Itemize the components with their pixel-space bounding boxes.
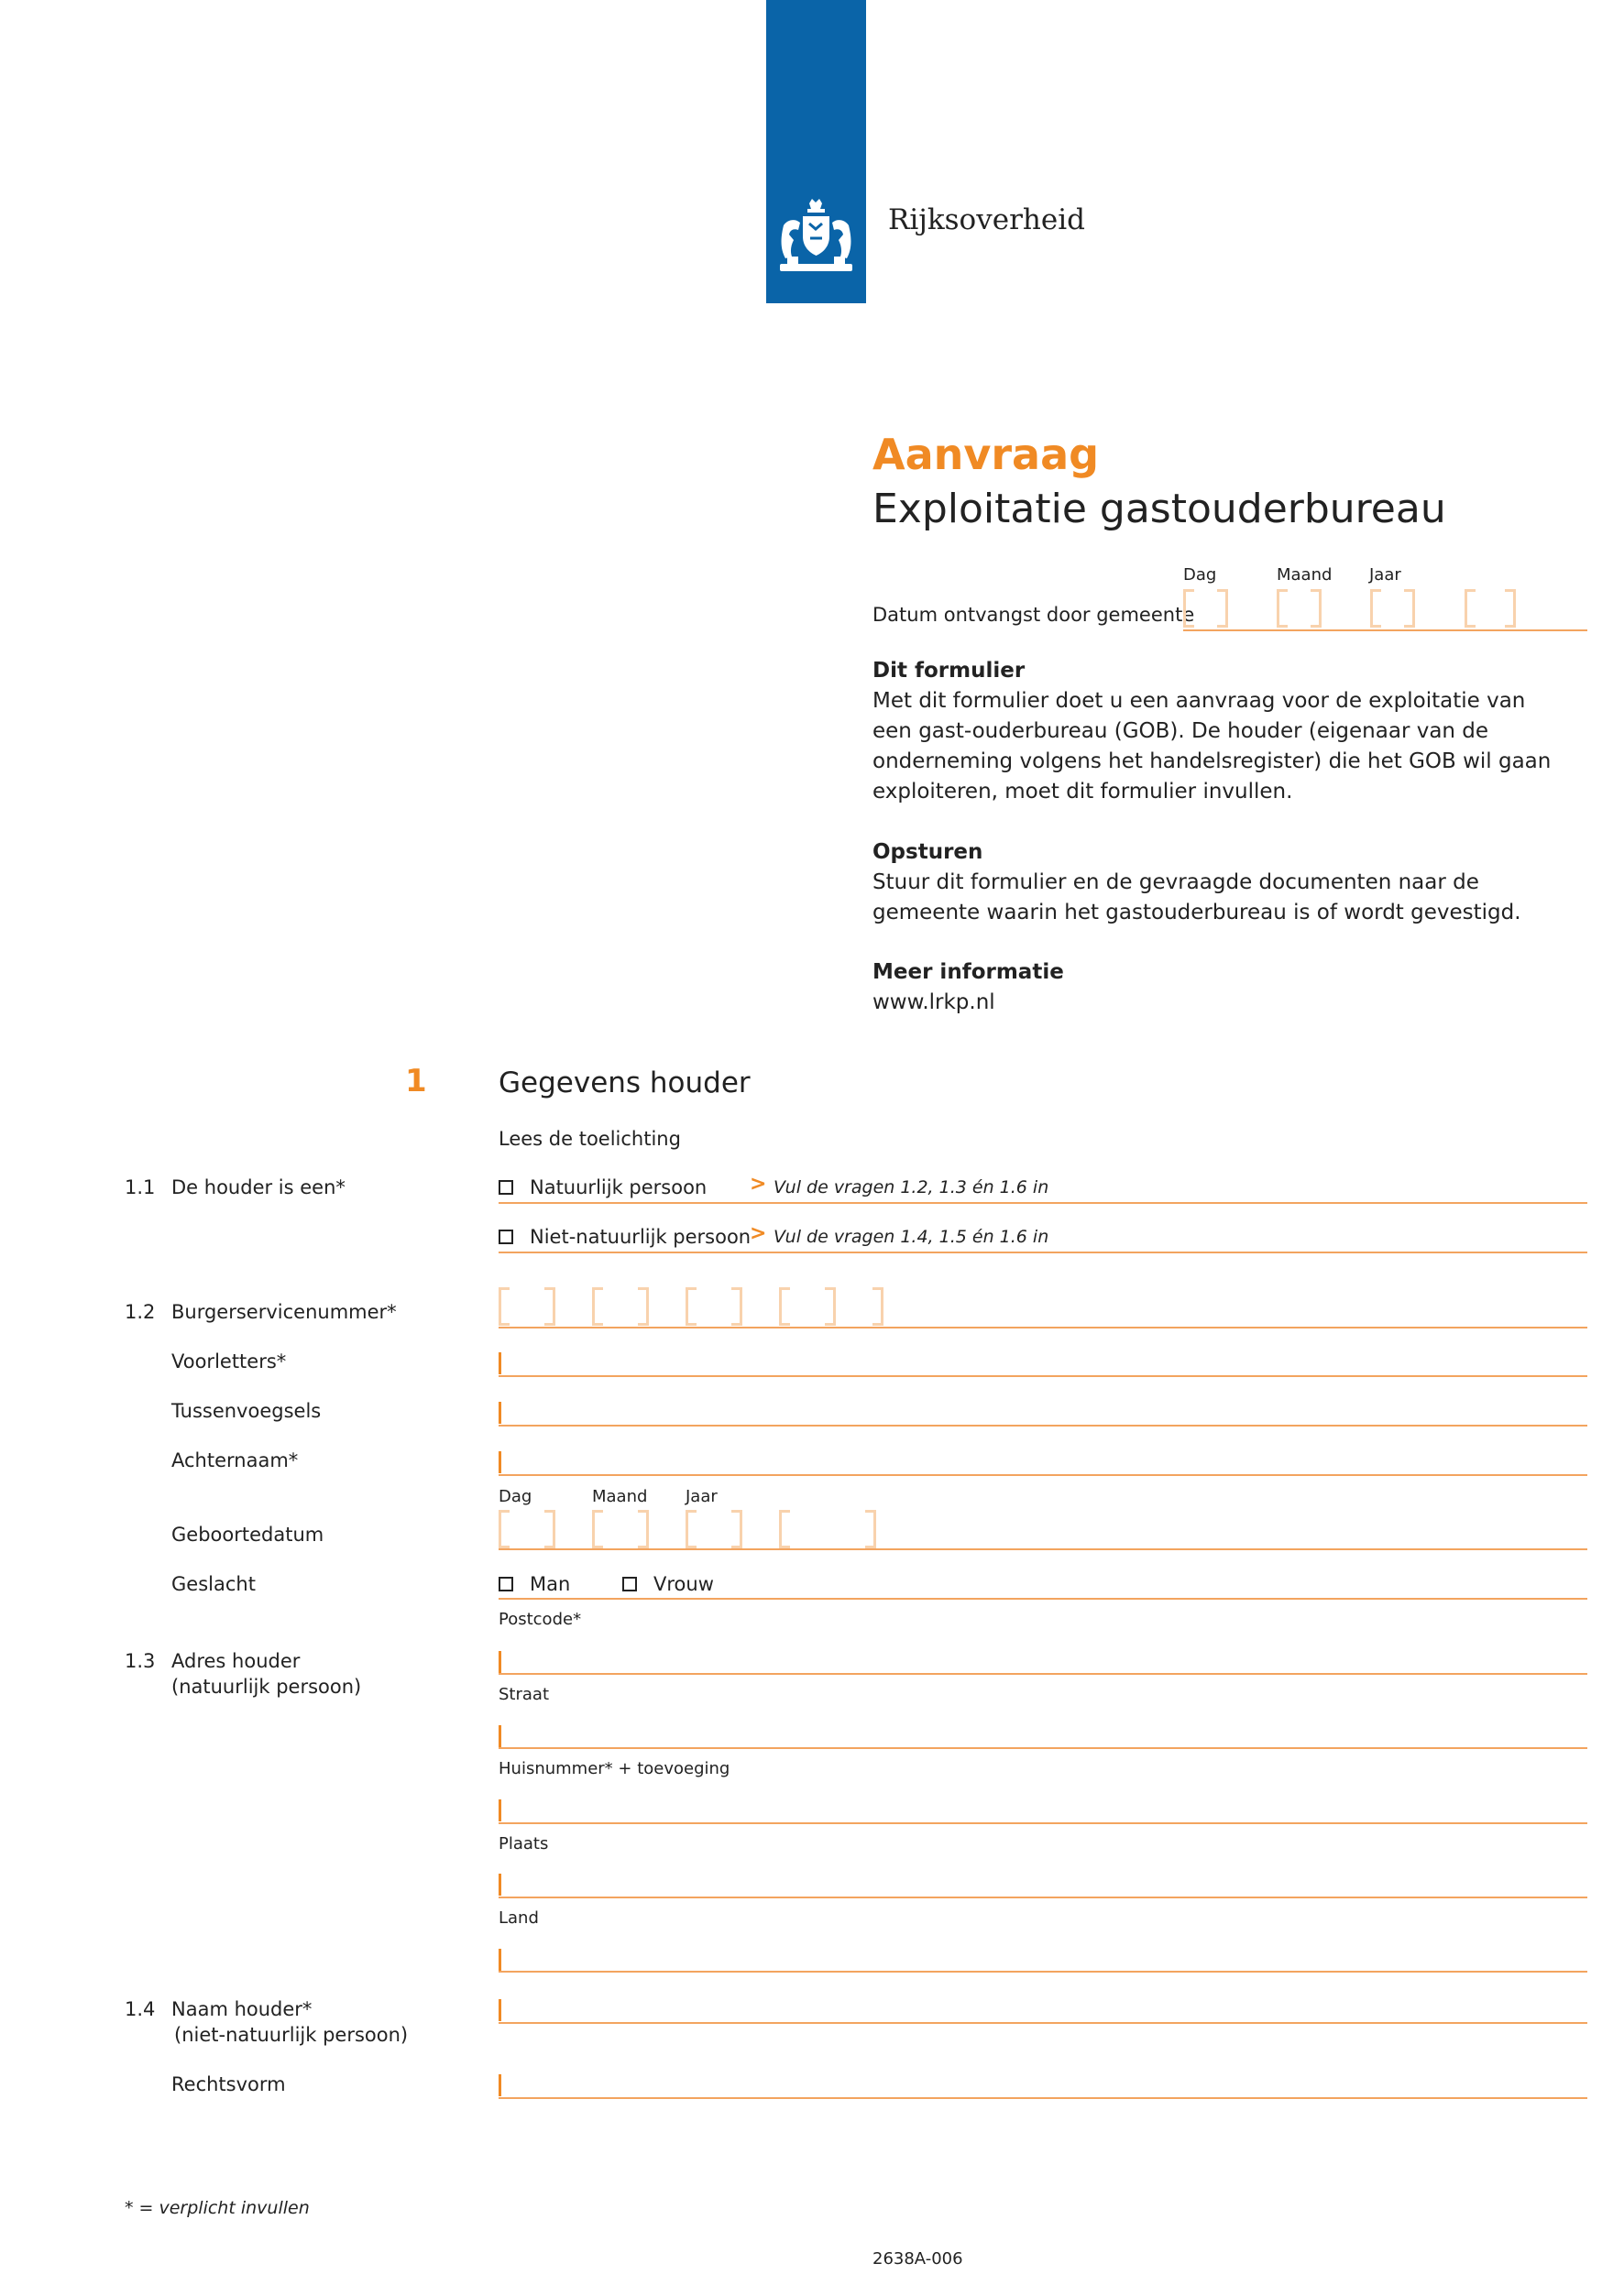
- info-link[interactable]: www.lrkp.nl: [872, 990, 995, 1014]
- receipt-day-label: Dag: [1183, 565, 1217, 585]
- q14-number: 1.4: [125, 1998, 156, 2020]
- receipt-month-label: Maand: [1277, 565, 1333, 585]
- holder-name-label-line1: Naam houder*: [171, 1998, 313, 2020]
- legal-entity-label: Niet-natuurlijk persoon: [530, 1226, 752, 1248]
- intro-info-block: [872, 957, 1569, 1018]
- legal-entity-checkbox[interactable]: [499, 1230, 513, 1244]
- birth-day-label: Dag: [499, 1487, 532, 1506]
- receipt-date-label: Datum ontvangst door gemeente: [872, 604, 1195, 626]
- birth-year-label: Jaar: [686, 1487, 718, 1506]
- q13-number: 1.3: [125, 1650, 156, 1672]
- intro-send-block: [872, 837, 1569, 928]
- surname-input[interactable]: [499, 1451, 501, 1473]
- form-code: 2638A-006: [872, 2249, 963, 2269]
- surname-label: Achternaam*: [171, 1449, 299, 1471]
- male-label: Man: [530, 1573, 571, 1595]
- country-label: Land: [499, 1908, 539, 1928]
- divider: [499, 1747, 1587, 1749]
- intro-info-heading: Meer informatie: [872, 960, 1064, 984]
- bsn-input[interactable]: [499, 1287, 929, 1328]
- legal-entity-note: Vul de vragen 1.4, 1.5 én 1.6 in: [774, 1227, 1049, 1247]
- birthdate-input[interactable]: [499, 1510, 883, 1550]
- coat-of-arms-icon: [773, 198, 860, 280]
- address-label-line2: (natuurlijk persoon): [171, 1676, 362, 1698]
- divider: [499, 1971, 1587, 1973]
- q11-number: 1.1: [125, 1176, 156, 1198]
- divider: [499, 2097, 1587, 2099]
- intro-form-heading: Dit formulier: [872, 659, 1026, 683]
- gender-label: Geslacht: [171, 1573, 256, 1595]
- intro-send-text: Stuur dit formulier en de gevraagde documenten naar de gemeente waarin het gastouderbureau is of wordt gevestigd.: [872, 870, 1521, 924]
- infix-input[interactable]: [499, 1402, 501, 1424]
- legal-form-input[interactable]: [499, 2074, 501, 2096]
- address-label-line1: Adres houder: [171, 1650, 301, 1672]
- divider: [499, 1598, 1587, 1600]
- postcode-label: Postcode*: [499, 1610, 582, 1629]
- divider: [499, 1327, 1587, 1328]
- divider: [499, 1425, 1587, 1427]
- natural-person-note: Vul de vragen 1.2, 1.3 én 1.6 in: [774, 1177, 1049, 1197]
- street-label: Straat: [499, 1685, 550, 1704]
- form-subtitle: Exploitatie gastouderbureau: [872, 486, 1446, 532]
- divider: [499, 1548, 1587, 1550]
- section-title: Gegevens houder: [499, 1066, 751, 1099]
- divider: [499, 1202, 1587, 1204]
- female-label: Vrouw: [653, 1573, 714, 1595]
- divider: [499, 1252, 1587, 1253]
- bsn-label: Burgerservicenummer*: [171, 1301, 397, 1323]
- initials-input[interactable]: [499, 1352, 501, 1374]
- holder-name-input[interactable]: [499, 1999, 501, 2021]
- female-checkbox[interactable]: [622, 1577, 637, 1591]
- arrow-right-icon: >: [750, 1222, 767, 1245]
- birthdate-label: Geboortedatum: [171, 1524, 324, 1546]
- divider: [499, 1673, 1587, 1675]
- initials-label: Voorletters*: [171, 1350, 287, 1372]
- q12-number: 1.2: [125, 1301, 156, 1323]
- natural-person-checkbox[interactable]: [499, 1180, 513, 1195]
- q11-label: De houder is een*: [171, 1176, 346, 1198]
- house-number-label: Huisnummer* + toevoeging: [499, 1759, 730, 1778]
- divider: [499, 1375, 1587, 1377]
- receipt-underline: [1183, 629, 1587, 631]
- city-label: Plaats: [499, 1834, 549, 1853]
- city-input[interactable]: [499, 1874, 501, 1896]
- receipt-date-field[interactable]: [1183, 589, 1573, 629]
- intro-form-text: Met dit formulier doet u een aanvraag voor de exploitatie van een gast-ouderbureau (GOB). De houder (eigenaar van de onderneming volgens het handelsregister) die het GOB wil gaan exploiteren, moet dit formulier invullen.: [872, 689, 1552, 804]
- postcode-input[interactable]: [499, 1651, 501, 1673]
- birth-month-label: Maand: [592, 1487, 648, 1506]
- brand-name: Rijksoverheid: [888, 203, 1085, 236]
- section-hint: Lees de toelichting: [499, 1128, 681, 1150]
- section-number: 1: [405, 1063, 427, 1099]
- arrow-right-icon: >: [750, 1173, 767, 1196]
- required-note: * = verplicht invullen: [125, 2198, 310, 2218]
- receipt-year-label: Jaar: [1369, 565, 1401, 585]
- house-number-input[interactable]: [499, 1799, 501, 1821]
- form-title: Aanvraag: [872, 430, 1100, 479]
- divider: [499, 1474, 1587, 1476]
- infix-label: Tussenvoegsels: [171, 1400, 322, 1422]
- intro-form-block: [872, 656, 1569, 807]
- male-checkbox[interactable]: [499, 1577, 513, 1591]
- natural-person-label: Natuurlijk persoon: [530, 1176, 708, 1198]
- street-input[interactable]: [499, 1725, 501, 1747]
- legal-form-label: Rechtsvorm: [171, 2073, 286, 2095]
- divider: [499, 1897, 1587, 1898]
- intro-send-heading: Opsturen: [872, 840, 983, 864]
- divider: [499, 1822, 1587, 1824]
- divider: [499, 2022, 1587, 2024]
- country-input[interactable]: [499, 1949, 501, 1971]
- holder-name-label-line2: (niet-natuurlijk persoon): [174, 2024, 409, 2046]
